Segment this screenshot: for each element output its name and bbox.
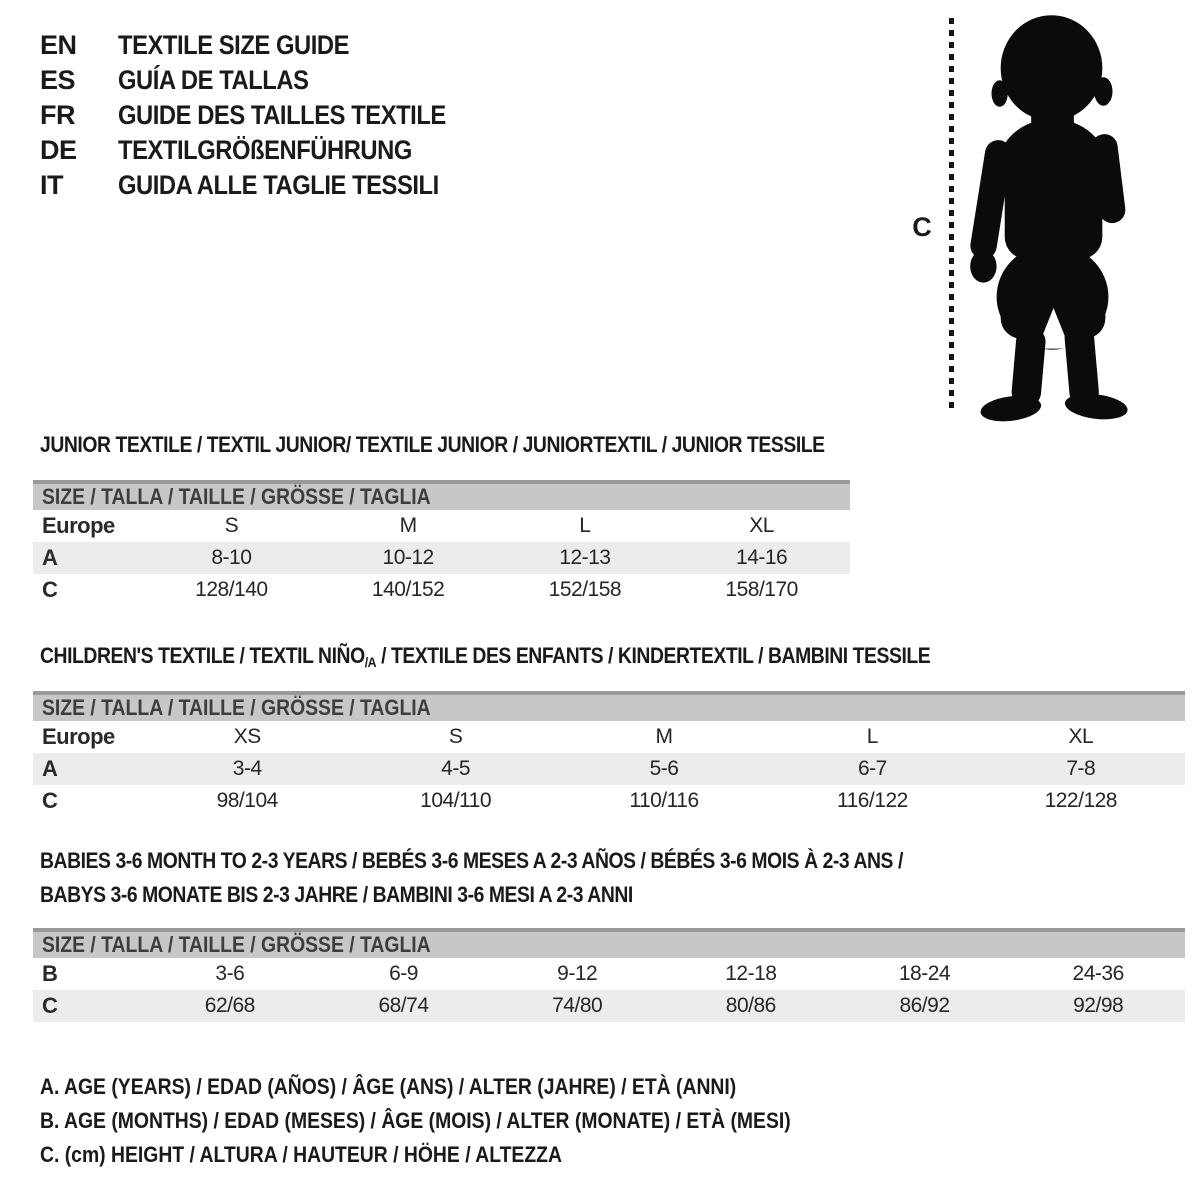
- babies-section-title-line1: [40, 848, 1021, 874]
- table-cell: 4-5: [441, 757, 471, 780]
- size-header-label: SIZE / TALLA / TAILLE / GRÖSSE / TAGLIA: [42, 484, 431, 509]
- size-col-header: L: [866, 725, 878, 748]
- size-header-label: SIZE / TALLA / TAILLE / GRÖSSE / TAGLIA: [42, 932, 431, 957]
- row-key: C: [42, 577, 58, 602]
- table-cell: 7-8: [1066, 757, 1096, 780]
- table-cell: 10-12: [382, 546, 434, 569]
- junior-height-row: [33, 574, 850, 606]
- row-key: C: [42, 993, 58, 1018]
- junior-table: [33, 480, 850, 606]
- junior-section-title-text: JUNIOR TEXTILE / TEXTIL JUNIOR/ TEXTILE JUNIOR / JUNIORTEXTIL / JUNIOR TESSILE: [40, 432, 825, 457]
- region-label: Europe: [42, 724, 115, 749]
- table-cell: 104/110: [420, 789, 492, 812]
- table-cell: 8-10: [211, 546, 252, 569]
- junior-size-header-bar: [33, 480, 850, 510]
- junior-age-row: [33, 542, 850, 574]
- legend-line-c-text: C. (cm) HEIGHT / ALTURA / HAUTEUR / HÖHE / ALTEZZA: [40, 1142, 562, 1167]
- size-col-header: M: [399, 514, 417, 537]
- legend-line-c: [40, 1138, 893, 1172]
- table-cell: 152/158: [548, 578, 622, 601]
- table-cell: 3-4: [232, 757, 262, 780]
- guide-title-fr: GUIDE DES TAILLES TEXTILE: [118, 100, 446, 130]
- table-cell: 5-6: [649, 757, 679, 780]
- babies-title-line1-text: BABIES 3-6 MONTH TO 2-3 YEARS / BEBÉS 3-6 MESES A 2-3 AÑOS / BÉBÉS 3-6 MOIS À 2-3 ANS /: [40, 848, 903, 873]
- size-col-header: S: [448, 725, 463, 748]
- guide-title-es: GUÍA DE TALLAS: [118, 65, 309, 95]
- table-cell: 140/152: [371, 578, 445, 601]
- legend-line-b-text: B. AGE (MONTHS) / EDAD (MESES) / ÂGE (MOIS) / ALTER (MONATE) / ETÀ (MESI): [40, 1108, 791, 1133]
- table-cell: 74/80: [552, 994, 603, 1017]
- table-cell: 14-16: [736, 546, 788, 569]
- legend-block: [40, 1070, 893, 1172]
- row-key: A: [42, 756, 58, 781]
- table-cell: 6-9: [389, 962, 418, 985]
- table-cell: 122/128: [1044, 789, 1117, 812]
- lang-row-fr: [40, 98, 491, 133]
- children-section-title: [40, 643, 1052, 670]
- children-title-part1: CHILDREN'S TEXTILE / TEXTIL NIÑO: [40, 643, 365, 668]
- guide-title-en: TEXTILE SIZE GUIDE: [118, 30, 350, 60]
- babies-height-row: [33, 990, 1185, 1022]
- row-key: A: [42, 545, 58, 570]
- children-region-row: [33, 721, 1185, 753]
- size-col-header: XL: [1068, 725, 1094, 748]
- babies-title-line2-text: BABYS 3-6 MONATE BIS 2-3 JAHRE / BAMBINI 3-6 MESI A 2-3 ANNI: [40, 882, 633, 907]
- children-title-part2: / TEXTILE DES ENFANTS / KINDERTEXTIL / BAMBINI TESSILE: [376, 643, 931, 668]
- lang-row-de: [40, 133, 491, 168]
- size-col-header: L: [579, 514, 591, 537]
- lang-code: FR: [40, 100, 75, 130]
- legend-line-b: [40, 1104, 893, 1138]
- babies-months-row: [33, 958, 1185, 990]
- junior-region-row: [33, 510, 850, 542]
- row-key: B: [42, 961, 58, 986]
- guide-title-it: GUIDA ALLE TAGLIE TESSILI: [118, 170, 439, 200]
- children-size-header-bar: [33, 691, 1185, 721]
- babies-size-header-bar: [33, 928, 1185, 958]
- table-cell: 98/104: [216, 789, 278, 812]
- lang-row-es: [40, 63, 491, 98]
- height-marker-label: C: [912, 212, 932, 242]
- lang-code: DE: [40, 135, 77, 165]
- lang-row-en: [40, 28, 491, 63]
- table-cell: 158/170: [725, 578, 798, 601]
- size-col-header: XL: [749, 514, 774, 537]
- table-cell: 80/86: [725, 994, 776, 1017]
- table-cell: 3-6: [215, 962, 245, 985]
- lang-code: IT: [40, 170, 63, 200]
- lang-code: ES: [40, 65, 76, 95]
- legend-line-a-text: A. AGE (YEARS) / EDAD (AÑOS) / ÂGE (ANS) / ALTER (JAHRE) / ETÀ (ANNI): [40, 1074, 737, 1099]
- size-col-header: XS: [233, 725, 261, 748]
- table-cell: 86/92: [899, 994, 950, 1017]
- size-col-header: M: [655, 725, 673, 748]
- lang-row-it: [40, 168, 491, 203]
- size-header-label: SIZE / TALLA / TAILLE / GRÖSSE / TAGLIA: [42, 695, 431, 720]
- table-cell: 110/116: [629, 789, 699, 812]
- table-cell: 9-12: [557, 962, 598, 985]
- children-section-title-text: [40, 643, 930, 670]
- children-age-row: [33, 753, 1185, 785]
- children-height-row: [33, 785, 1185, 817]
- guide-title-de: TEXTILGRÖßENFÜHRUNG: [118, 135, 412, 165]
- junior-section-title: [40, 432, 932, 458]
- table-cell: 62/68: [204, 994, 255, 1017]
- size-col-header: S: [224, 514, 239, 537]
- table-cell: 116/122: [836, 789, 908, 812]
- table-cell: 24-36: [1072, 962, 1124, 985]
- table-cell: 128/140: [195, 578, 268, 601]
- row-key: C: [42, 788, 58, 813]
- children-table: [33, 691, 1185, 817]
- table-cell: 68/74: [378, 994, 429, 1017]
- babies-section-title-line2: [40, 882, 714, 908]
- language-title-block: [40, 28, 491, 203]
- height-dashed-line: [949, 18, 954, 414]
- table-cell: 6-7: [857, 757, 887, 780]
- babies-table: [33, 928, 1185, 1022]
- table-cell: 12-13: [559, 546, 611, 569]
- region-label: Europe: [42, 513, 115, 538]
- table-cell: 18-24: [898, 962, 951, 985]
- legend-line-a: [40, 1070, 893, 1104]
- table-cell: 92/98: [1073, 994, 1124, 1017]
- lang-code: EN: [40, 30, 77, 60]
- children-title-subscript: /A: [364, 654, 377, 670]
- toddler-silhouette-icon: [960, 10, 1143, 422]
- table-cell: 12-18: [725, 962, 777, 985]
